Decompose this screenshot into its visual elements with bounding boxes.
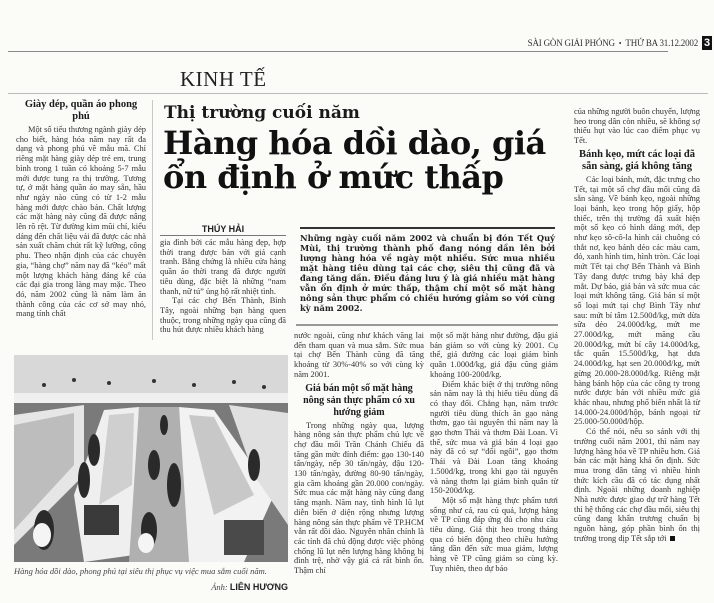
supermarket-photo-icon	[14, 355, 288, 562]
article-lead: Những ngày cuối năm 2002 và chuẩn bị đón Tết Quý Mùi, thị trường thành phố đang nóng dần lên bởi lượng hàng hóa về ngày một nhiều. Sức mua nhiều mặt hàng tiêu dùng tại các chợ, siêu thị cũng đã và đang tăng dần. Điều đáng lưu ý là giá nhiều mặt hàng vẫn ổn định ở mức thấp, thậm chí một số mặt hàng nông sản thực phẩm có chiều hướng giảm so với cùng kỳ năm 2002.	[300, 227, 555, 313]
end-of-article-icon	[670, 536, 675, 541]
article-subhead-2: Bánh kẹo, mứt các loại đã sẵn sàng, giá không tăng	[579, 148, 695, 172]
article-paragraph: của những người buôn chuyến, lượng heo trong dân còn nhiều, sẽ không sợ thiếu hụt vào lúc cao điểm phục vụ Tết.	[574, 107, 700, 146]
section-rule	[8, 93, 708, 94]
sidebar-story-title: Giày dép, quần áo phong phú	[24, 99, 138, 122]
page-number: 3	[702, 36, 712, 50]
article-paragraph: Các loại bánh, mứt, đặc trưng cho Tết, tại một số chợ đầu mối cũng đã sẵn sàng. Về bánh kẹo, ngoài những loại bánh, kẹo trong hộp giấy, hộp thiếc, trên thị trường đã xuất hiện một số kẹo có hình dáng mới, đẹp như kẹo sô-cô-la hình cái chuông có thắt nơ, kẹo bánh dẻo các màu cam, đỏ, xanh hình tim, hình tròn. Các loại mứt Tết tại chợ Bến Thành và Bình Tây đang được trưng bày khá đẹp mắt. Dự báo, giá bán và sức mua các loại mứt không tăng. Giá bán sỉ một số loại mứt tại chợ Bình Tây như sau: mứt bí tâm 12.500đ/kg, mứt dừa sữa dẻo 24.000đ/kg, mứt me 27.000đ/kg, mứt mãng cầu 20.000đ/kg, mứt bí cây 14.000đ/kg, tắc quấn 15.500đ/kg, hạt dưa 24.000đ/kg, hạt sen 20.000đ/kg, mứt gừng 20.000-28.000đ/kg. Riêng mặt hàng bánh hộp của các công ty trong nước được bán với nhiều mức giá khác nhau, nhưng phổ biến nhất là từ 14.000-24.000đ/hộp, bánh ngoại từ 25.000-50.000đ/hộp.	[574, 174, 700, 427]
photo-caption	[14, 566, 288, 592]
article-subhead-1: Giá bán một số mặt hàng nông sản thực phẩm có xu hướng giảm	[303, 382, 415, 418]
section-title: KINH TẾ	[180, 67, 267, 91]
article-column-2	[160, 238, 286, 335]
article-paragraph: một số mặt hàng như đường, đậu giá bán giảm so với cùng kỳ 2001. Cụ thể, giá đường các loại giảm bình quân 1.000đ/kg, giá đậu cũng giảm khoảng 100-200đ/kg.	[430, 331, 558, 379]
photo-credit-label: Ảnh:	[211, 582, 228, 592]
article-paragraph: Trong những ngày qua, lượng hàng nông sản thực phẩm chủ lực về chợ đầu mối Trần Chánh Chiếu đã tăng gần mức đỉnh điểm: gạo 130-140 tấn/ngày, nếp 30 tấn/ngày, đậu 120-130 tấn/ngày, đường 80-90 tấn/ngày, gia cầm khoảng gần 20.000 con/ngày. Sức mua các mặt hàng này cũng đang tăng mạnh. Năm nay, tình hình lũ lụt diễn biến ở diện rộng nhưng lượng hàng nông sản thực phẩm về TP.HCM vẫn rất dồi dào. Nguyên nhân chính là các tỉnh đã chủ động được việc phòng chống lũ lụt nên lượng hàng không bị đình trệ, nhờ vậy giá cả rất bình ổn. Thậm chí	[294, 420, 424, 576]
masthead-rule	[8, 51, 668, 52]
article-paragraph: gia đình bởi các mẫu hàng đẹp, hợp thời trang được bán với giá cạnh tranh. Bằng chứng là nhiều cửa hàng quần áo thời trang đã được người tiêu dùng, đặc biệt là những “nam thanh, nữ tú” ủng hộ rất nhiệt tình.	[160, 238, 286, 296]
photo-credit	[211, 582, 288, 592]
caption-text: Hàng hóa dồi dào, phong phú tại siêu thị phục vụ việc mua sắm cuối năm.	[14, 566, 267, 576]
article-kicker: Thị trường cuối năm	[164, 103, 360, 123]
photo-credit-name: LIÊN HƯƠNG	[229, 582, 288, 592]
lead-bottom-rule	[296, 324, 558, 326]
article-column-3	[294, 331, 424, 576]
article-byline: THÚY HẢI	[160, 224, 286, 236]
sidebar-story-body: Một số tiểu thương ngành giày dép cho biết, hàng hóa năm nay rất đa dạng và phong phú về mẫu mã. Chỉ riêng mặt hàng giày dép trẻ em, trung bình trong 1 tuần có khoảng 5-7 mẫu mới được tung ra thị trường. Tương tự, ở mặt hàng quần áo may sẵn, hầu như ngày nào cũng có từ 1-2 mẫu hàng mới được chào bán. Chất lượng các mặt hàng này cũng đã được nâng lên rõ rệt. Từ đường kim mũi chỉ, kiểu dáng đến chất liệu vải đã được các nhà sản xuất chăm chút rất kỹ lưỡng, công phu. Theo nhận định của các chuyên gia, “hàng chợ” năm nay đã “kéo” mất một lượng khách hàng đáng kể của các đại gia trong làng may mặc. Theo đó, năm 2002 cũng là năm làm ăn thành công của các cơ sở may nhỏ, mang tính chất	[16, 125, 146, 319]
photo-supermarket	[14, 355, 288, 562]
issue-date: THỨ BA 31.12.2002	[625, 38, 698, 48]
article-paragraph: Tại các chợ Bến Thành, Bình Tây, ngoài những bạn hàng quen thuộc, trong những ngày qua cũng đã thu hút được nhiều khách hàng	[160, 296, 286, 335]
article-paragraph: nước ngoài, cũng như khách vãng lai đến tham quan và mua sắm. Sức mua tại chợ Bến Thành cũng đã tăng khoảng từ 30%-40% so với cùng kỳ năm 2001.	[294, 331, 424, 379]
column-divider	[152, 100, 153, 340]
article-paragraph: Một số mặt hàng thực phẩm tươi sống như cá, rau củ quả, lượng hàng về TP cũng đáp ứng đủ cho nhu cầu tiêu dùng. Giá thịt heo trong tháng qua có biến động theo chiều hướng tăng dần đến sức mua giảm, lượng hàng về TP cũng giảm so cùng kỳ. Tuy nhiên, theo dự báo	[430, 495, 558, 573]
article-headline: Hàng hóa dồi dào, giá ổn định ở mức thấp	[163, 124, 546, 196]
article-paragraph: Có thể nói, nếu so sánh với thị trường cuối năm 2001, thì năm nay lượng hàng hóa về TP nhiều hơn. Giá bán các mặt hàng khá ổn định. Sức mua trong dân tăng vì nhiều hình thức kích cầu đã có tác dụng nhất định. Ngoài những doanh nghiệp Nhà nước được giao dự trữ hàng Tết thì hệ thống các chợ đầu mối, siêu thị cũng đang khẩn trương chuẩn bị nguồn hàng, góp phần bình ổn thị trường trong dịp Tết sắp tới	[574, 427, 700, 543]
article-column-5	[574, 107, 700, 544]
sidebar-story	[16, 99, 146, 319]
masthead	[372, 36, 712, 50]
article-column-4	[430, 331, 558, 574]
article-paragraph: Điểm khác biệt ở thị trường nông sản năm nay là thị hiếu tiêu dùng đã có thay đổi. Chẳng hạn, năm trước người tiêu dùng thích ăn gạo nàng thơm, gạo tài nguyên thì năm nay là gạo thơm Thái và thơm Đài Loan. Vì thế, sức mua và giá bán 4 loại gạo này đã có sự “đổi ngôi”, gạo thơm Thái và Đài Loan tăng khoảng 1.500đ/kg, trong khi gạo tài nguyên và nàng thơm lại giảm bình quân từ 150-200đ/kg.	[430, 379, 558, 496]
paper-name: SÀI GÒN GIẢI PHÓNG	[527, 38, 615, 48]
bullet-separator-icon: •	[618, 38, 622, 48]
